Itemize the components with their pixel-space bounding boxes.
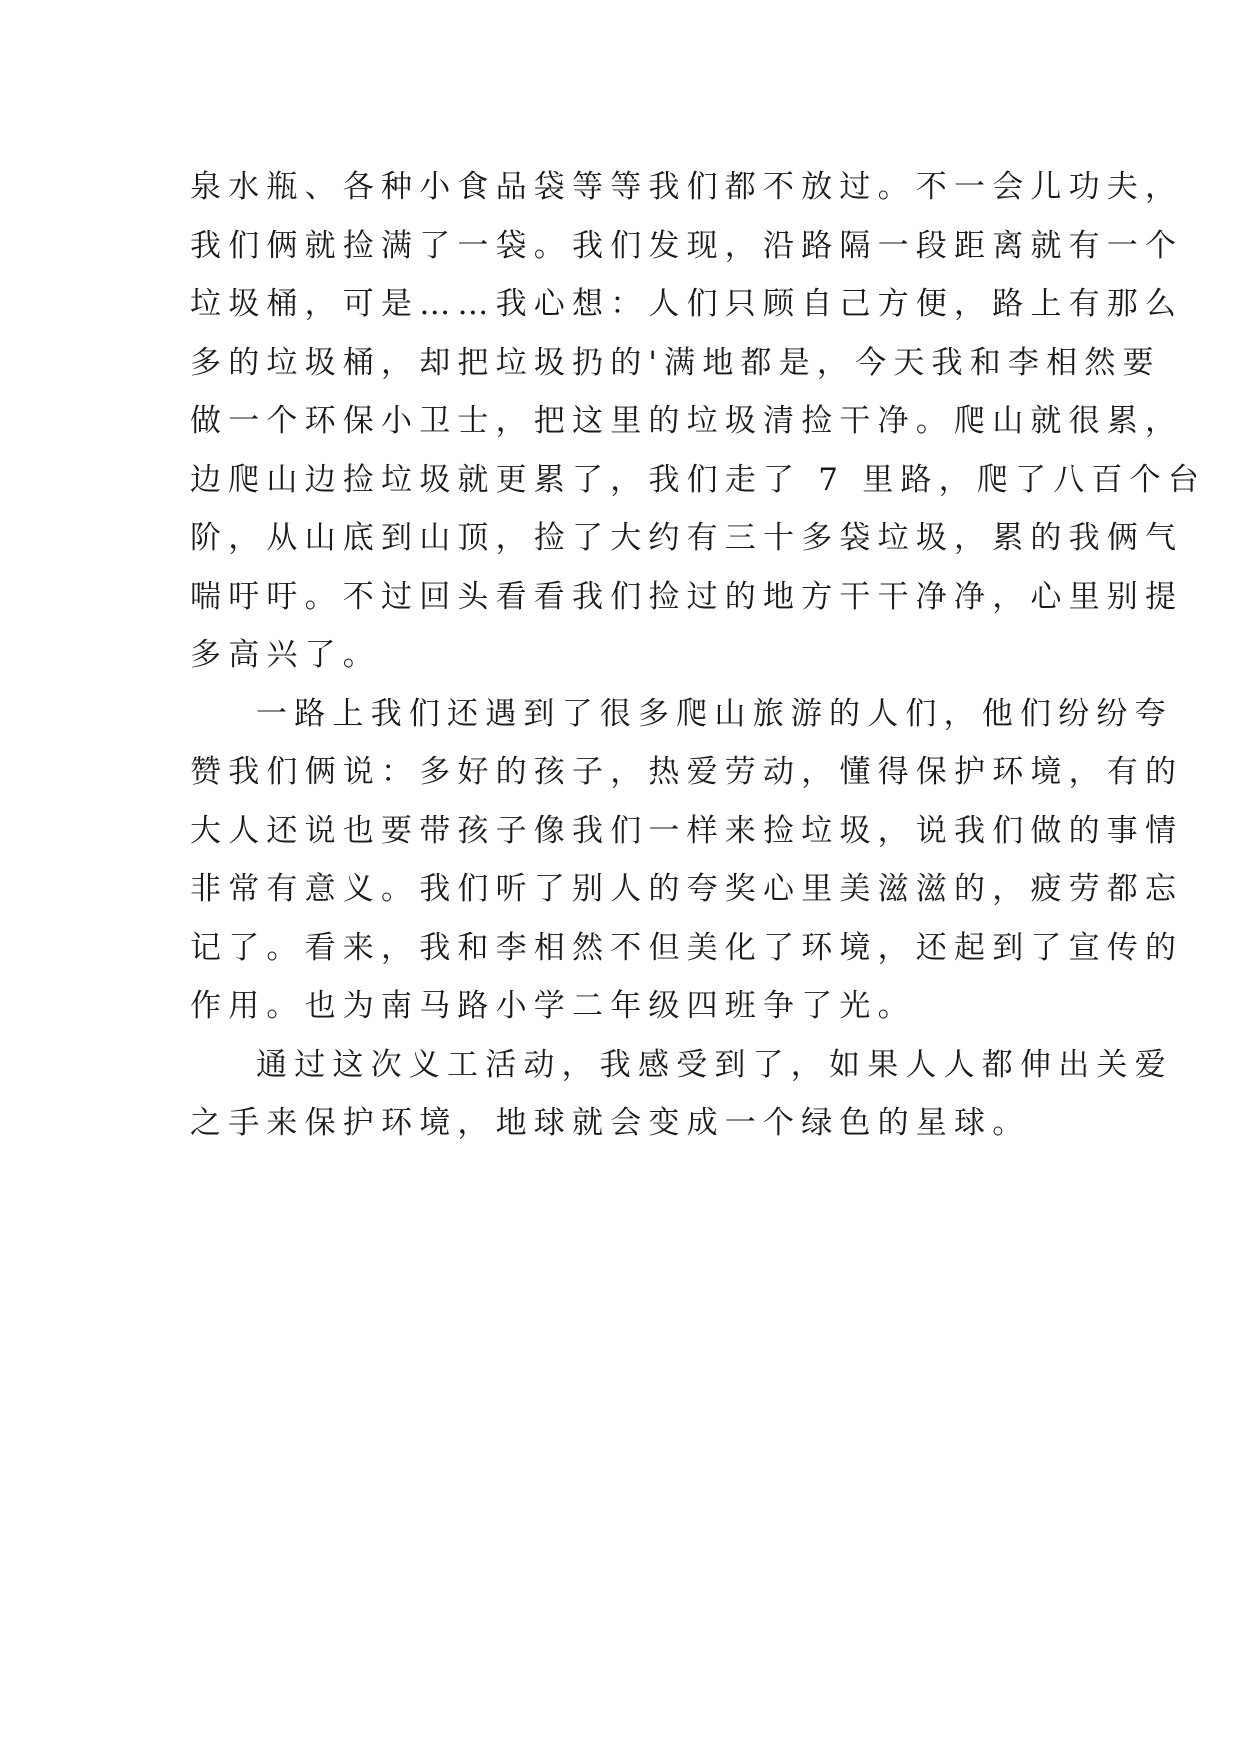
text-line: 记了。看来，我和李相然不但美化了环境，还起到了宣传的 xyxy=(190,929,1184,966)
paragraph-1 xyxy=(190,158,1207,685)
paragraph-2 xyxy=(190,685,1184,1036)
text-line: 阶，从山底到山顶，捡了大约有三十多袋垃圾，累的我俩气 xyxy=(190,520,1184,556)
text-line: 大人还说也要带孩子像我们一样来捡垃圾，说我们做的事情 xyxy=(190,812,1184,849)
text-line: 边爬山边捡垃圾就更累了，我们走了 7 里路，爬了八百个台 xyxy=(190,461,1207,498)
document-body xyxy=(190,158,1207,1153)
text-line: 之手来保护环境，地球就会变成一个绿色的星球。 xyxy=(190,1105,1031,1141)
text-line: 赞我们俩说：多好的孩子，热爱劳动，懂得保护环境，有的 xyxy=(190,754,1184,790)
text-line: 多的垃圾桶，却把垃圾扔的'满地都是，今天我和李相然要 xyxy=(190,344,1161,381)
text-line: 作用。也为南马路小学二年级四班争了光。 xyxy=(190,988,916,1024)
text-line: 一路上我们还遇到了很多爬山旅游的人们，他们纷纷夸 xyxy=(256,695,1173,732)
text-line: 泉水瓶、各种小食品袋等等我们都不放过。不一会儿功夫， xyxy=(190,169,1184,205)
paragraph-3 xyxy=(190,1036,1173,1153)
text-line: 垃圾桶，可是……我心想：人们只顾自己方便，路上有那么 xyxy=(190,286,1184,322)
text-line: 我们俩就捡满了一袋。我们发现，沿路隔一段距离就有一个 xyxy=(190,227,1184,264)
text-line: 通过这次义工活动，我感受到了，如果人人都伸出关爱 xyxy=(256,1046,1173,1083)
text-line: 做一个环保小卫士，把这里的垃圾清捡干净。爬山就很累， xyxy=(190,403,1184,439)
text-line: 非常有意义。我们听了别人的夸奖心里美滋滋的，疲劳都忘 xyxy=(190,871,1184,907)
text-line: 多高兴了。 xyxy=(190,637,381,673)
text-line: 喘吁吁。不过回头看看我们捡过的地方干干净净，心里别提 xyxy=(190,578,1184,615)
